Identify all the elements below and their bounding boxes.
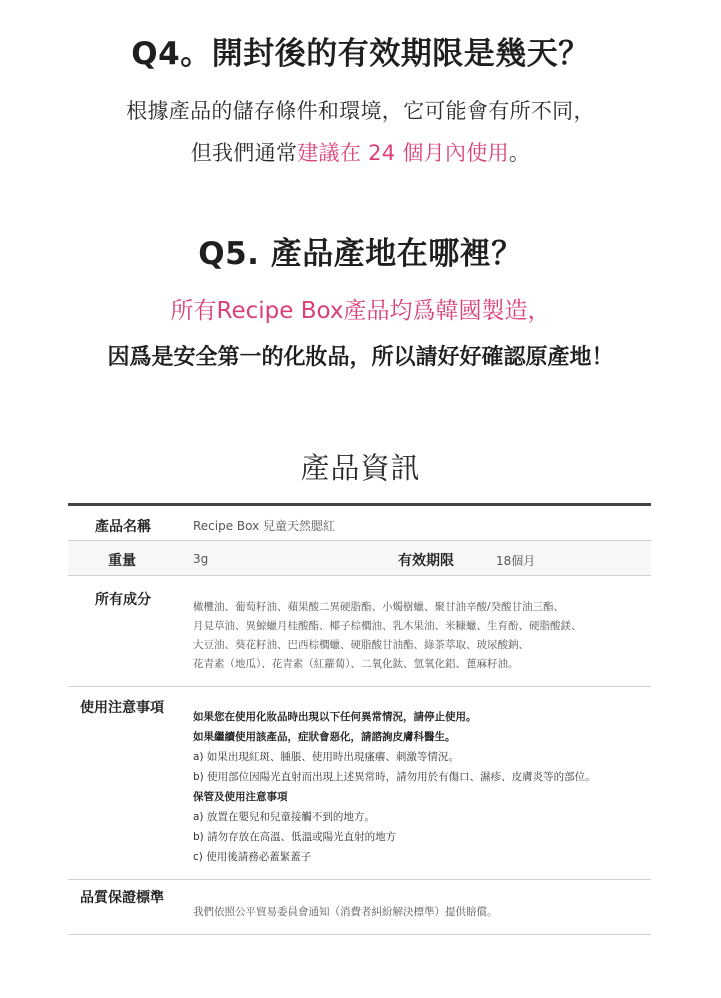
caution-line: 如果您在使用化妝品時出現以下任何異常情況，請停止使用。 xyxy=(193,711,477,723)
ingredients-label: 所有成分 xyxy=(95,592,151,608)
q4-line-2-suffix: 。 xyxy=(508,141,531,165)
q4-line-1: 根據產品的儲存條件和環境，它可能會有所不同， xyxy=(126,99,595,123)
q4-highlight: 建議在 24 個月內使用 xyxy=(297,141,509,165)
q4-line-2-prefix: 但我們通常 xyxy=(190,141,298,165)
name-value: Recipe Box 兒童天然腮紅 xyxy=(193,519,336,533)
table-top-rule xyxy=(68,503,651,506)
caution-line: 保管及使用注意事項 xyxy=(193,791,288,803)
q5-title: Q5. 產品產地在哪裡？ xyxy=(198,236,523,272)
caution-line: a) 如果出現紅斑、腫脹、使用時出現瘙癢、刺激等情況。 xyxy=(193,751,459,763)
ingredient-line: 大豆油、葵花籽油、巴西棕櫚蠟、硬脂酸甘油酯、綠茶萃取、玻尿酸鈉、 xyxy=(193,639,529,651)
caution-line: b) 使用部位因陽光直射而出現上述異常時，請勿用於有傷口、濕疹、皮膚炎等的部位。 xyxy=(193,771,596,783)
caution-line: 如果繼續使用該產品，症狀會惡化，請諮詢皮膚科醫生。 xyxy=(193,731,456,743)
warranty-value: 我們依照公平貿易委員會通知（消費者糾紛解決標準）提供賠償。 xyxy=(193,906,498,918)
q4-line-2 xyxy=(0,137,721,167)
caution-line: a) 放置在嬰兒和兒童接觸不到的地方。 xyxy=(193,811,375,823)
ingredient-line: 花青素（地瓜）、花青素（紅蘿蔔）、二氧化鈦、氫氧化鋁、蓖麻籽油。 xyxy=(193,658,519,670)
info-title: 產品資訊 xyxy=(300,451,421,485)
divider xyxy=(68,686,651,687)
weight-label: 重量 xyxy=(108,553,136,569)
expiry-label: 有效期限 xyxy=(398,553,454,569)
q5-line-1: 所有Recipe Box產品均爲韓國製造， xyxy=(170,298,551,324)
warranty-label: 品質保證標準 xyxy=(80,890,164,906)
caution-label: 使用注意事項 xyxy=(80,700,164,716)
row-weight-background xyxy=(68,540,651,575)
divider xyxy=(68,934,651,935)
divider xyxy=(68,575,651,576)
q5-line-2: 因爲是安全第一的化妝品，所以請好好確認原產地！ xyxy=(107,345,614,370)
divider xyxy=(68,879,651,880)
weight-value: 3g xyxy=(193,552,209,566)
expiry-value: 18個月 xyxy=(496,554,536,568)
ingredient-line: 橄欖油、葡萄籽油、蘋果酸二異硬脂酯、小燭樹蠟、聚甘油辛酸/癸酸甘油三酯、 xyxy=(193,601,565,613)
caution-line: b) 請勿存放在高溫、低溫或陽光直射的地方 xyxy=(193,831,397,843)
ingredient-line: 月見草油、異鯨蠟月桂酸酯、椰子棕櫚油、乳木果油、米糠蠟、生育酚、硬脂酸鎂、 xyxy=(193,620,582,632)
caution-line: c) 使用後請務必蓋緊蓋子 xyxy=(193,851,312,863)
q4-title: Q4。開封後的有效期限是幾天？ xyxy=(131,36,590,72)
name-label: 產品名稱 xyxy=(95,519,151,535)
divider xyxy=(68,540,651,541)
